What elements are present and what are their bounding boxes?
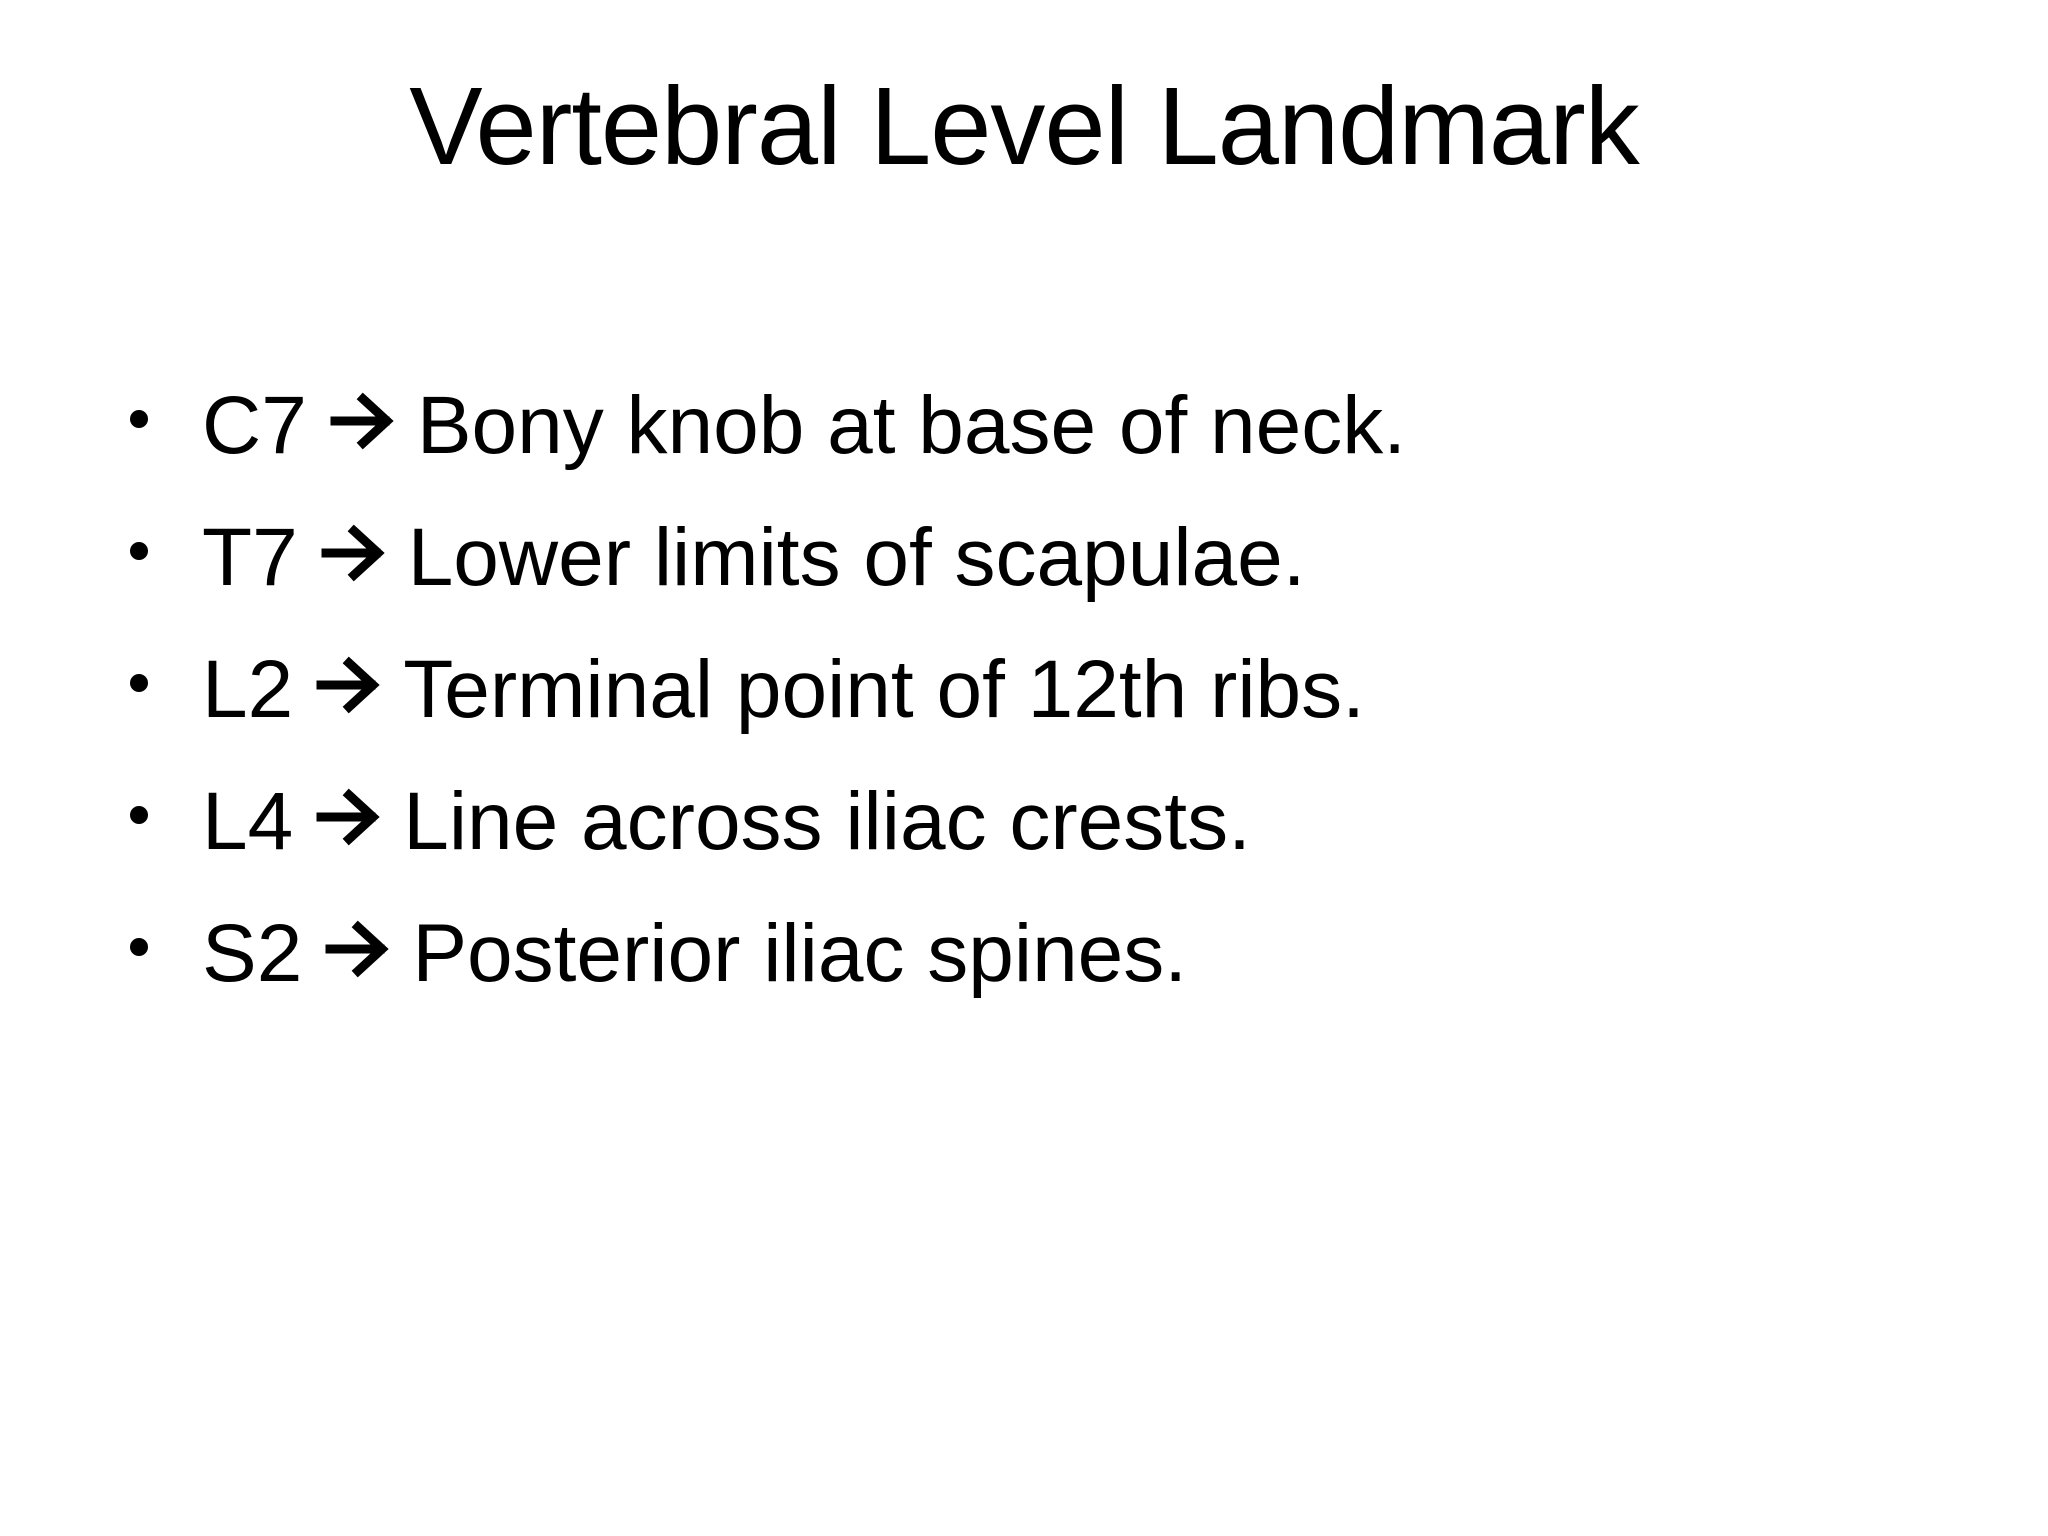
right-arrow-icon (315, 655, 385, 715)
list-item-text (202, 640, 1365, 740)
bullet-icon (130, 542, 148, 560)
slide-title: Vertebral Level Landmark (409, 65, 1639, 188)
list-item-text (202, 508, 1306, 608)
landmark-description: Terminal point of 12th ribs. (403, 644, 1365, 735)
landmark-description: Bony knob at base of neck. (416, 380, 1407, 471)
list-item (118, 508, 1918, 640)
bullet-icon (130, 410, 148, 428)
right-arrow-icon (324, 919, 394, 979)
landmark-description: Lower limits of scapulae. (407, 512, 1306, 603)
bullet-icon (130, 674, 148, 692)
right-arrow-icon (329, 391, 399, 451)
bullet-icon (130, 806, 148, 824)
vertebral-level: S2 (202, 908, 303, 999)
landmark-list (118, 376, 1918, 1036)
list-item-text (202, 772, 1251, 872)
vertebral-level: T7 (202, 512, 298, 603)
list-item (118, 640, 1918, 772)
list-item (118, 376, 1918, 508)
right-arrow-icon (315, 787, 385, 847)
landmark-description: Line across iliac crests. (403, 776, 1251, 867)
vertebral-level: L4 (202, 776, 294, 867)
vertebral-level: L2 (202, 644, 294, 735)
list-item (118, 904, 1918, 1036)
vertebral-level: C7 (202, 380, 307, 471)
list-item-text (202, 376, 1406, 476)
bullet-icon (130, 938, 148, 956)
right-arrow-icon (320, 523, 390, 583)
list-item (118, 772, 1918, 904)
list-item-text (202, 904, 1187, 1004)
landmark-description: Posterior iliac spines. (412, 908, 1188, 999)
